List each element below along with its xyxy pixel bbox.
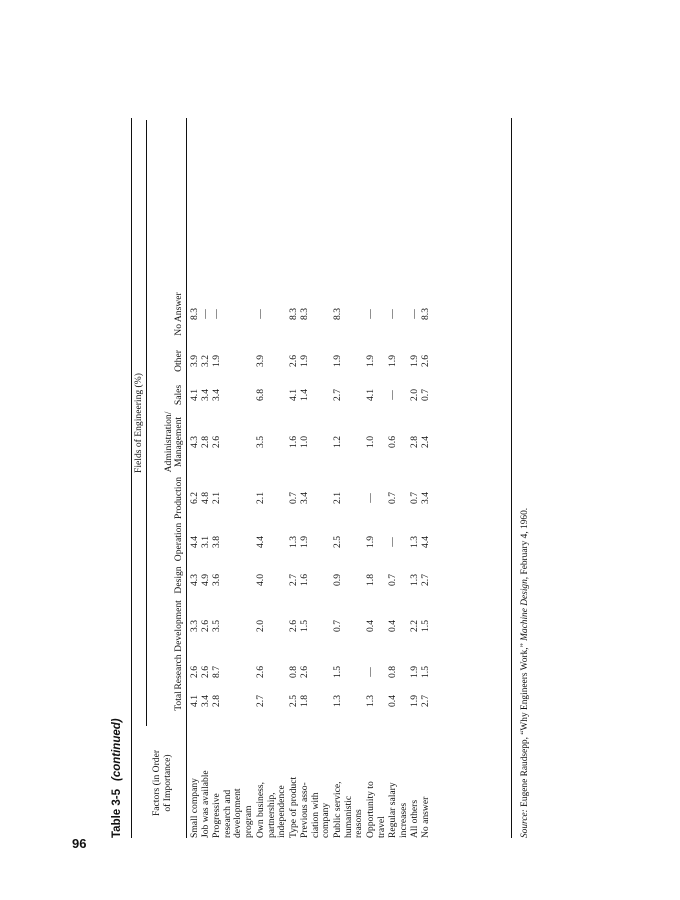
column-header-line2: Management — [173, 416, 185, 468]
factor-label — [366, 726, 387, 838]
table-cell: 1.9 — [409, 695, 420, 707]
table-cell: — — [200, 309, 211, 319]
table-cell: 2.7 — [288, 574, 299, 586]
table-title — [112, 718, 123, 838]
table-cell: — — [387, 309, 398, 319]
table-cell: 8.3 — [288, 308, 299, 320]
table-cell: 2.6 — [211, 436, 222, 448]
column-header-line1: Administration/ — [162, 411, 174, 473]
table-cell: 2.1 — [255, 492, 266, 504]
column-header-line2: Research — [173, 654, 185, 690]
column-header — [152, 283, 185, 345]
table-cell: 4.4 — [255, 536, 266, 548]
table-cell: 1.9 — [211, 355, 222, 367]
page-number: 96 — [72, 836, 87, 851]
column-header-line2: Design — [173, 566, 185, 594]
factors-header — [152, 728, 173, 838]
table-cell: 0.4 — [365, 620, 376, 632]
table-cell: 2.5 — [288, 695, 299, 707]
table-cell: 1.9 — [365, 536, 376, 548]
table-cell: 1.9 — [365, 355, 376, 367]
factor-line: Progressive — [211, 793, 222, 838]
factor-line: development — [232, 788, 244, 838]
table-cell: 1.9 — [332, 355, 343, 367]
table-cell: 2.8 — [211, 695, 222, 707]
table-cell: 0.7 — [288, 492, 299, 504]
table-cell: 1.5 — [332, 666, 343, 678]
factor-line: ciation with — [309, 792, 321, 838]
source-text-1: Eugene Raudsepp, “Why Engineers Work,” — [520, 643, 530, 807]
table-cell: 1.0 — [299, 436, 310, 448]
table-cell: 3.4 — [420, 492, 431, 504]
table-cell: — — [409, 309, 420, 319]
table-cell: 8.3 — [189, 308, 200, 320]
column-header-line2: No Answer — [173, 292, 185, 336]
table-cell: 3.4 — [200, 389, 211, 401]
table-cell: 1.6 — [288, 436, 299, 448]
table-cell: 1.3 — [409, 536, 420, 548]
table-cell: 2.8 — [200, 436, 211, 448]
table-cell: 1.0 — [365, 436, 376, 448]
column-header-line2: Operation — [173, 522, 185, 562]
table-cell: 8.3 — [420, 308, 431, 320]
table-cell: 2.7 — [332, 389, 343, 401]
table-cell: 1.5 — [420, 666, 431, 678]
table-cell: 2.6 — [288, 620, 299, 632]
table-cell: 3.1 — [200, 536, 211, 548]
factor-line: Opportunity to — [365, 781, 376, 838]
table-cell: 3.4 — [211, 389, 222, 401]
factor-label — [256, 726, 288, 838]
table-cell: 2.5 — [332, 536, 343, 548]
table-cell: 4.4 — [189, 536, 200, 548]
column-header-line2: Other — [173, 350, 185, 372]
factors-header-line2: of Importance) — [161, 754, 173, 812]
table-cell: 2.2 — [409, 620, 420, 632]
factor-label — [421, 726, 432, 838]
table-cell: 4.8 — [200, 492, 211, 504]
factor-label — [212, 726, 254, 838]
table-cell: — — [365, 667, 376, 677]
table-cell: 1.4 — [299, 389, 310, 401]
source-label: Source: — [520, 809, 530, 838]
table-cell: — — [365, 309, 376, 319]
table-cell: 2.6 — [420, 355, 431, 367]
table-cell: 0.7 — [387, 492, 398, 504]
factor-line: increases — [397, 802, 409, 838]
table-cell: 3.9 — [255, 355, 266, 367]
bottom-rule — [511, 118, 512, 838]
column-header — [152, 344, 185, 378]
table-cell: 3.2 — [200, 355, 211, 367]
table-cell: 0.7 — [332, 620, 343, 632]
column-header-line2: Sales — [173, 384, 185, 406]
table-cell: 1.9 — [299, 355, 310, 367]
column-header-line2: Development — [173, 600, 185, 652]
table-cell: 2.0 — [409, 389, 420, 401]
table-cell: 1.3 — [409, 574, 420, 586]
factor-line: travel — [375, 816, 387, 838]
factor-line: Job was available — [200, 770, 211, 838]
header-rule — [186, 118, 187, 838]
factor-line: Previous asso- — [299, 782, 310, 838]
table-cell: 4.1 — [288, 389, 299, 401]
source-note — [520, 508, 531, 838]
table-cell: 2.6 — [200, 620, 211, 632]
table-cell: 3.4 — [200, 695, 211, 707]
table-cell: 2.0 — [255, 620, 266, 632]
table-cell: 0.4 — [387, 695, 398, 707]
column-header-line2: Production — [173, 476, 185, 520]
table-cell: 0.8 — [387, 666, 398, 678]
factor-label — [190, 726, 201, 838]
table-cell: 2.6 — [299, 666, 310, 678]
factor-label — [289, 726, 300, 838]
factor-line: independence — [276, 785, 288, 838]
table-cell: 3.6 — [211, 574, 222, 586]
column-header-line2: Total — [173, 691, 185, 711]
table-cell: 1.5 — [299, 620, 310, 632]
factor-label — [410, 726, 421, 838]
table-cell: 1.3 — [365, 695, 376, 707]
factor-line: All others — [409, 799, 420, 838]
table-cell: 2.1 — [332, 492, 343, 504]
table-cell: 4.3 — [189, 436, 200, 448]
table-cell: 2.4 — [420, 436, 431, 448]
source-journal: Machine Design, — [520, 576, 530, 641]
table-cell: 6.8 — [255, 389, 266, 401]
table-cell: 0.8 — [288, 666, 299, 678]
table-cell: 0.4 — [387, 620, 398, 632]
table-cell: 3.9 — [189, 355, 200, 367]
table-cell: 4.1 — [189, 389, 200, 401]
table-cell: — — [387, 537, 398, 547]
table-cell: 1.2 — [332, 436, 343, 448]
factor-line: Type of product — [288, 776, 299, 838]
table-cell: 1.9 — [299, 536, 310, 548]
source-text-2: February 4, 1960. — [520, 507, 530, 575]
table-cell: 3.5 — [255, 436, 266, 448]
group-header: Fields of Engineering (%) — [133, 373, 144, 473]
table-cell: 3.8 — [211, 536, 222, 548]
rotated-table-block — [112, 118, 580, 838]
table-cell: 3.5 — [211, 620, 222, 632]
factor-line: No answer — [420, 796, 431, 838]
table-cell: 0.6 — [387, 436, 398, 448]
table-cell: 0.9 — [332, 574, 343, 586]
group-header-rule — [146, 120, 147, 726]
table-cell: 8.7 — [211, 666, 222, 678]
factor-line: company — [320, 802, 332, 838]
table-cell: 2.7 — [255, 695, 266, 707]
factor-line: reasons — [353, 809, 365, 838]
table-cell: 0.7 — [409, 492, 420, 504]
table-cell: 8.3 — [299, 308, 310, 320]
table-cell: 4.9 — [200, 574, 211, 586]
table-cell: — — [211, 309, 222, 319]
table-cell: 2.8 — [409, 436, 420, 448]
table-cell: 1.9 — [387, 355, 398, 367]
table-cell: — — [365, 493, 376, 503]
table-cell: 4.3 — [189, 574, 200, 586]
column-header — [152, 592, 185, 660]
table-cell: 1.5 — [420, 620, 431, 632]
table-cell: 2.6 — [189, 666, 200, 678]
table-label: Table 3-5 — [111, 789, 123, 838]
table-cell: 0.7 — [387, 574, 398, 586]
factor-label — [201, 726, 212, 838]
table-cell: 1.6 — [299, 574, 310, 586]
factor-label — [388, 726, 409, 838]
table-cell: 2.6 — [200, 666, 211, 678]
table-cell: 1.9 — [409, 355, 420, 367]
factor-line: program — [242, 805, 254, 838]
table-cell: 2.6 — [288, 355, 299, 367]
table-continued: (continued) — [111, 718, 123, 781]
table-cell: — — [255, 309, 266, 319]
factor-line: research and — [221, 789, 233, 838]
table-cell: 1.3 — [332, 695, 343, 707]
table-cell: 2.7 — [420, 695, 431, 707]
table-cell: 3.3 — [189, 620, 200, 632]
factor-label — [300, 726, 332, 838]
table-cell: 4.0 — [255, 574, 266, 586]
table-cell: 4.1 — [365, 389, 376, 401]
table-cell: 2.6 — [255, 666, 266, 678]
table-cell: 1.3 — [288, 536, 299, 548]
factor-line: partnership, — [265, 792, 277, 838]
table-cell: 1.8 — [365, 574, 376, 586]
factor-label — [333, 726, 365, 838]
factor-line: Small company — [189, 778, 200, 838]
factor-line: Public service, — [332, 781, 343, 838]
factor-line: Own business, — [255, 782, 266, 838]
top-rule — [131, 118, 132, 838]
table-cell: 3.4 — [299, 492, 310, 504]
factor-line: humanistic — [342, 795, 354, 838]
table-cell: 4.1 — [189, 695, 200, 707]
table-cell: 1.9 — [409, 666, 420, 678]
factor-line: Regular salary — [387, 782, 398, 838]
table-cell: 0.7 — [420, 389, 431, 401]
table-cell: — — [387, 390, 398, 400]
table-cell: 2.7 — [420, 574, 431, 586]
table-cell: 2.1 — [211, 492, 222, 504]
column-header — [152, 377, 185, 413]
table-cell: 8.3 — [332, 308, 343, 320]
table-cell: 4.4 — [420, 536, 431, 548]
factors-header-line1: Factors (in Order — [151, 749, 162, 817]
table-cell: 6.2 — [189, 492, 200, 504]
table-cell: 1.8 — [299, 695, 310, 707]
